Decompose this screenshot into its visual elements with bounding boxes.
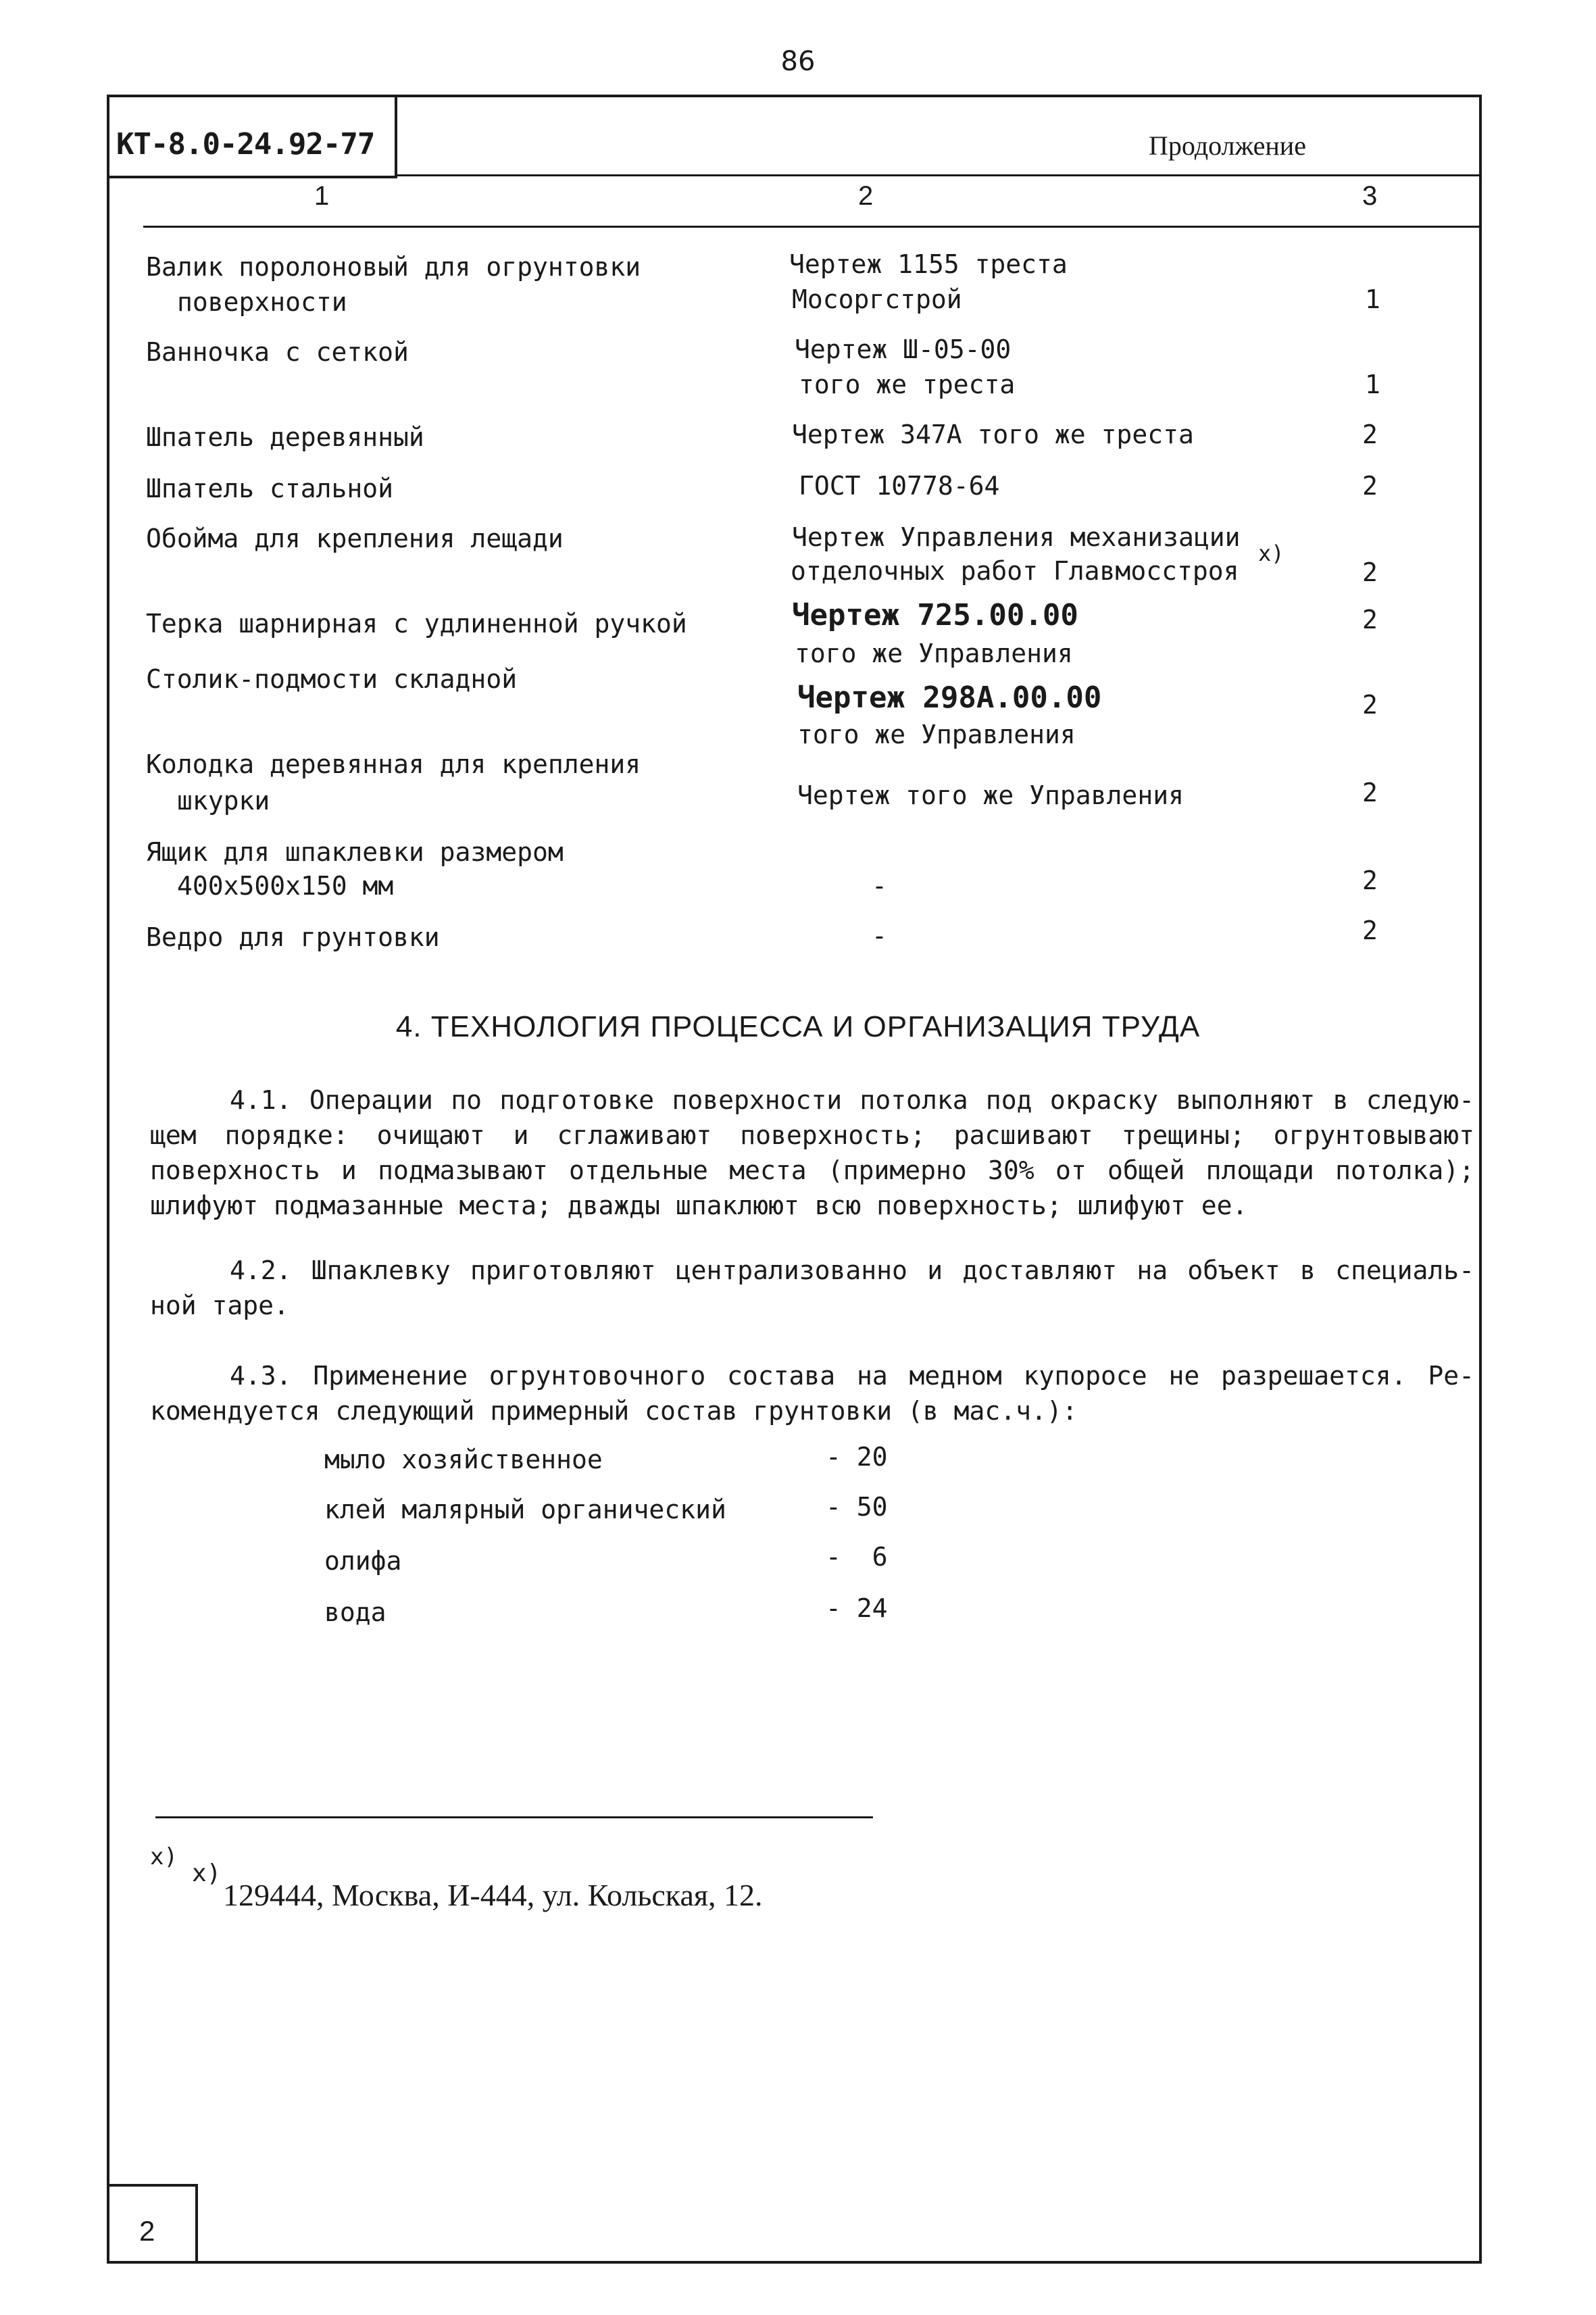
header-rule bbox=[397, 174, 1482, 176]
item-name: Колодка деревянная для крепления bbox=[146, 749, 641, 779]
item-name-cont: 400х500х150 мм bbox=[177, 871, 394, 901]
item-quantity: 1 bbox=[1365, 370, 1380, 399]
item-reference-cont: отделочных работ Главмосстроя bbox=[791, 556, 1239, 586]
ingredient-parts: - 50 bbox=[826, 1492, 888, 1522]
continuation-label: Продолжение bbox=[1149, 130, 1306, 161]
paragraph-4-3 bbox=[150, 1358, 1474, 1428]
item-name: Валик поролоновый для огрунтовки bbox=[146, 252, 641, 282]
item-name: Терка шарнирная с удлиненной ручкой bbox=[146, 609, 687, 639]
doc-code: КТ-8.0-24.92-77 bbox=[107, 95, 397, 178]
item-reference: Чертеж 1155 треста bbox=[789, 249, 1068, 279]
paragraph-line: 4.2. Шпаклевку приготовляют централизованно и доставляют на объект в специаль- bbox=[230, 1255, 1474, 1285]
item-reference: - bbox=[872, 921, 887, 951]
paragraph-line: шлифуют подмазанные места; дважды шпаклюют всю поверхность; шлифуют ее. bbox=[150, 1191, 1248, 1220]
item-quantity: 2 bbox=[1362, 420, 1378, 449]
item-quantity: 1 bbox=[1365, 284, 1380, 314]
sheet-number: 2 bbox=[107, 2184, 198, 2264]
paragraph-line: 4.3. Применение огрунтовочного состава на медном купоросе не разрешается. Ре- bbox=[230, 1361, 1474, 1391]
item-quantity: 2 bbox=[1362, 471, 1378, 501]
item-reference: Чертеж Ш-05-00 bbox=[795, 334, 1012, 364]
item-name-cont: поверхности bbox=[177, 287, 347, 317]
item-name: Шпатель стальной bbox=[146, 474, 394, 503]
item-quantity: 2 bbox=[1362, 778, 1378, 807]
paragraph-4-1 bbox=[150, 1082, 1474, 1223]
item-name: Столик-подмости складной bbox=[146, 664, 518, 694]
item-reference-cont: того же Управления bbox=[797, 720, 1076, 749]
item-name: Ящик для шпаклевки размером bbox=[146, 837, 564, 867]
page-number: 86 bbox=[780, 46, 816, 77]
column-header-2: 2 bbox=[858, 181, 874, 211]
item-reference-cont: Мосоргстрой bbox=[792, 284, 962, 314]
item-name: Ванночка с сеткой bbox=[146, 337, 409, 367]
footnote-mark: х) bbox=[150, 1843, 178, 1870]
item-quantity: 2 bbox=[1362, 605, 1378, 634]
item-reference: Чертеж того же Управления bbox=[797, 780, 1184, 810]
item-name: Шпатель деревянный bbox=[146, 422, 424, 452]
item-reference: Чертеж 725.00.00 bbox=[792, 598, 1078, 632]
ingredient-parts: - 20 bbox=[826, 1442, 888, 1472]
item-quantity: 2 bbox=[1362, 690, 1378, 720]
footnote-rule bbox=[155, 1816, 873, 1818]
paragraph-line: щем порядке: очищают и сглаживают поверхность; расшивают трещины; огрунтовывают bbox=[150, 1120, 1474, 1150]
item-reference: Чертеж 347А того же треста bbox=[792, 420, 1194, 449]
paragraph-line: ной таре. bbox=[150, 1291, 289, 1320]
ingredient-parts: - 6 bbox=[826, 1542, 888, 1572]
footnote-reference: х) bbox=[1258, 541, 1285, 566]
item-name: Ведро для грунтовки bbox=[146, 922, 440, 952]
paragraph-line: 4.1. Операции по подготовке поверхности потолка под окраску выполняют в следую- bbox=[230, 1085, 1474, 1115]
footnote-address: 129444, Москва, И-444, ул. Кольская, 12. bbox=[223, 1878, 763, 1912]
paragraph-line: поверхность и подмазывают отдельные места (примерно 30% от общей площади потолка); bbox=[150, 1155, 1474, 1185]
item-name-cont: шкурки bbox=[177, 786, 270, 816]
ingredient-name: вода bbox=[324, 1597, 386, 1627]
column-header-1: 1 bbox=[314, 181, 330, 211]
ingredient-name: мыло хозяйственное bbox=[324, 1445, 603, 1474]
item-reference: - bbox=[872, 871, 887, 901]
item-reference: ГОСТ 10778-64 bbox=[799, 471, 1000, 501]
paragraph-line: комендуется следующий примерный состав грунтовки (в мас.ч.): bbox=[150, 1396, 1078, 1426]
column-header-rule bbox=[143, 226, 1482, 228]
paragraph-4-2 bbox=[150, 1253, 1474, 1323]
item-reference-cont: того же треста bbox=[799, 370, 1016, 399]
item-reference: Чертеж Управления механизации bbox=[792, 522, 1241, 552]
ingredient-name: олифа bbox=[324, 1546, 402, 1576]
ingredient-parts: - 24 bbox=[826, 1593, 888, 1623]
item-quantity: 2 bbox=[1362, 866, 1378, 895]
column-header-3: 3 bbox=[1362, 181, 1378, 211]
ingredient-name: клей малярный органический bbox=[324, 1495, 726, 1524]
footnote-mark-inner: х) bbox=[192, 1860, 222, 1887]
item-reference: Чертеж 298А.00.00 bbox=[797, 680, 1102, 715]
item-name: Обойма для крепления лещади bbox=[146, 524, 564, 553]
item-quantity: 2 bbox=[1362, 557, 1378, 587]
section-heading: 4. ТЕХНОЛОГИЯ ПРОЦЕССА И ОРГАНИЗАЦИЯ ТРУДА bbox=[395, 1010, 1201, 1043]
item-quantity: 2 bbox=[1362, 916, 1378, 945]
item-reference-cont: того же Управления bbox=[795, 639, 1073, 668]
